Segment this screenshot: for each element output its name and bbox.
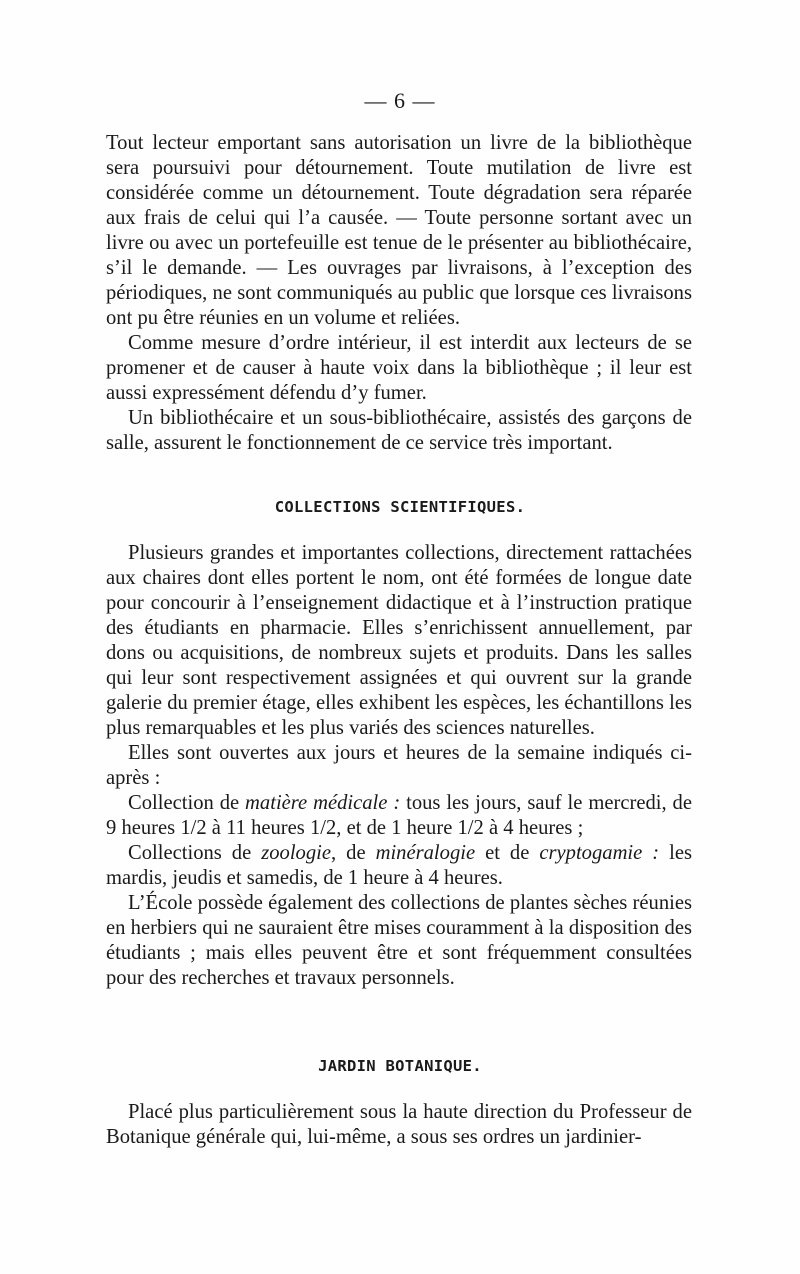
text-run: les mardis, jeudis et samedis, de 1 heure à 4 heures. [106, 842, 692, 889]
text-run: Collections de [128, 842, 262, 864]
text-run: tous les jours, sauf le mercredi, de 9 heures 1/2 à 11 heures 1/2, et de 1 heure 1/2 à 4 heures ; [106, 792, 692, 839]
italic-term: zoologie [261, 842, 332, 864]
italic-term: matière médicale : [245, 792, 401, 814]
text-run: Collection de [128, 792, 246, 814]
jardin-section [106, 1100, 692, 1150]
paragraph-reading-room-order: Comme mesure d’ordre intérieur, il est interdit aux lecteurs de se promener et de causer à haute voix dans la bibliothèque ; il leur est aussi expressément défendu d’y fumer. [106, 332, 692, 404]
paragraph-matiere-medicale [106, 791, 692, 841]
paragraph-jardin-intro: Placé plus particulièrement sous la haute direction du Professeur de Botanique générale qui, lui-même, a sous ses ordres un jardinier- [106, 1101, 692, 1148]
heading-jardin-botanique: JARDIN BOTANIQUE. [318, 1057, 482, 1075]
paragraph-herbiers: L’École possède également des collections de plantes sèches réunies en herbiers qui ne sauraient être mises couramment à la disposition des étudiants ; mais elles peuvent être et sont fréquemment consultées pour des recherches et travaux personnels. [106, 892, 692, 989]
library-rules-section [106, 131, 692, 456]
paragraph-library-staff: Un bibliothécaire et un sous-bibliothécaire, assistés des garçons de salle, assurent le fonctionnement de ce service très important. [106, 407, 692, 454]
text-run: , de [331, 842, 376, 864]
paragraph-opening-hours: Elles sont ouvertes aux jours et heures de la semaine indiqués ci-après : [106, 742, 692, 789]
heading-collections-scientifiques: COLLECTIONS SCIENTIFIQUES. [274, 498, 526, 516]
paragraph-lending-rules: Tout lecteur emportant sans autorisation un livre de la bibliothèque sera poursuivi pour détournement. Toute mutilation de livre est considérée comme un détournement. Toute dégradation sera réparée aux frais de celui qui l’a causée. — Toute personne sortant avec un livre ou avec un portefeuille est tenue de le présenter au bibliothécaire, s’il le demande. — Les ouvrages par livraisons, à l’exception des périodiques, ne sont communiqués au public que lorsque ces livraisons ont pu être réunies en un volume et reliées. [106, 132, 692, 329]
paragraph-zoologie-mineralogie [106, 841, 692, 891]
collections-section [106, 541, 692, 991]
italic-term: cryptogamie : [539, 842, 660, 864]
italic-term: minéralogie [375, 842, 476, 864]
page-number: — 6 — [364, 88, 436, 113]
paragraph-collections-intro: Plusieurs grandes et importantes collections, directement rattachées aux chaires dont elles portent le nom, ont été formées de longue date pour concourir à l’enseignement didactique et à l’instruction pratique des étudiants en pharmacie. Elles s’enrichissent annuellement, par dons ou acquisitions, de nombreux sujets et produits. Dans les salles qui leur sont respectivement assignées et qui ouvrent sur la grande galerie du premier étage, elles exhibent les espèces, les échantillons les plus remarquables et les plus variés des sciences naturelles. [106, 542, 692, 739]
text-run: et de [475, 842, 540, 864]
